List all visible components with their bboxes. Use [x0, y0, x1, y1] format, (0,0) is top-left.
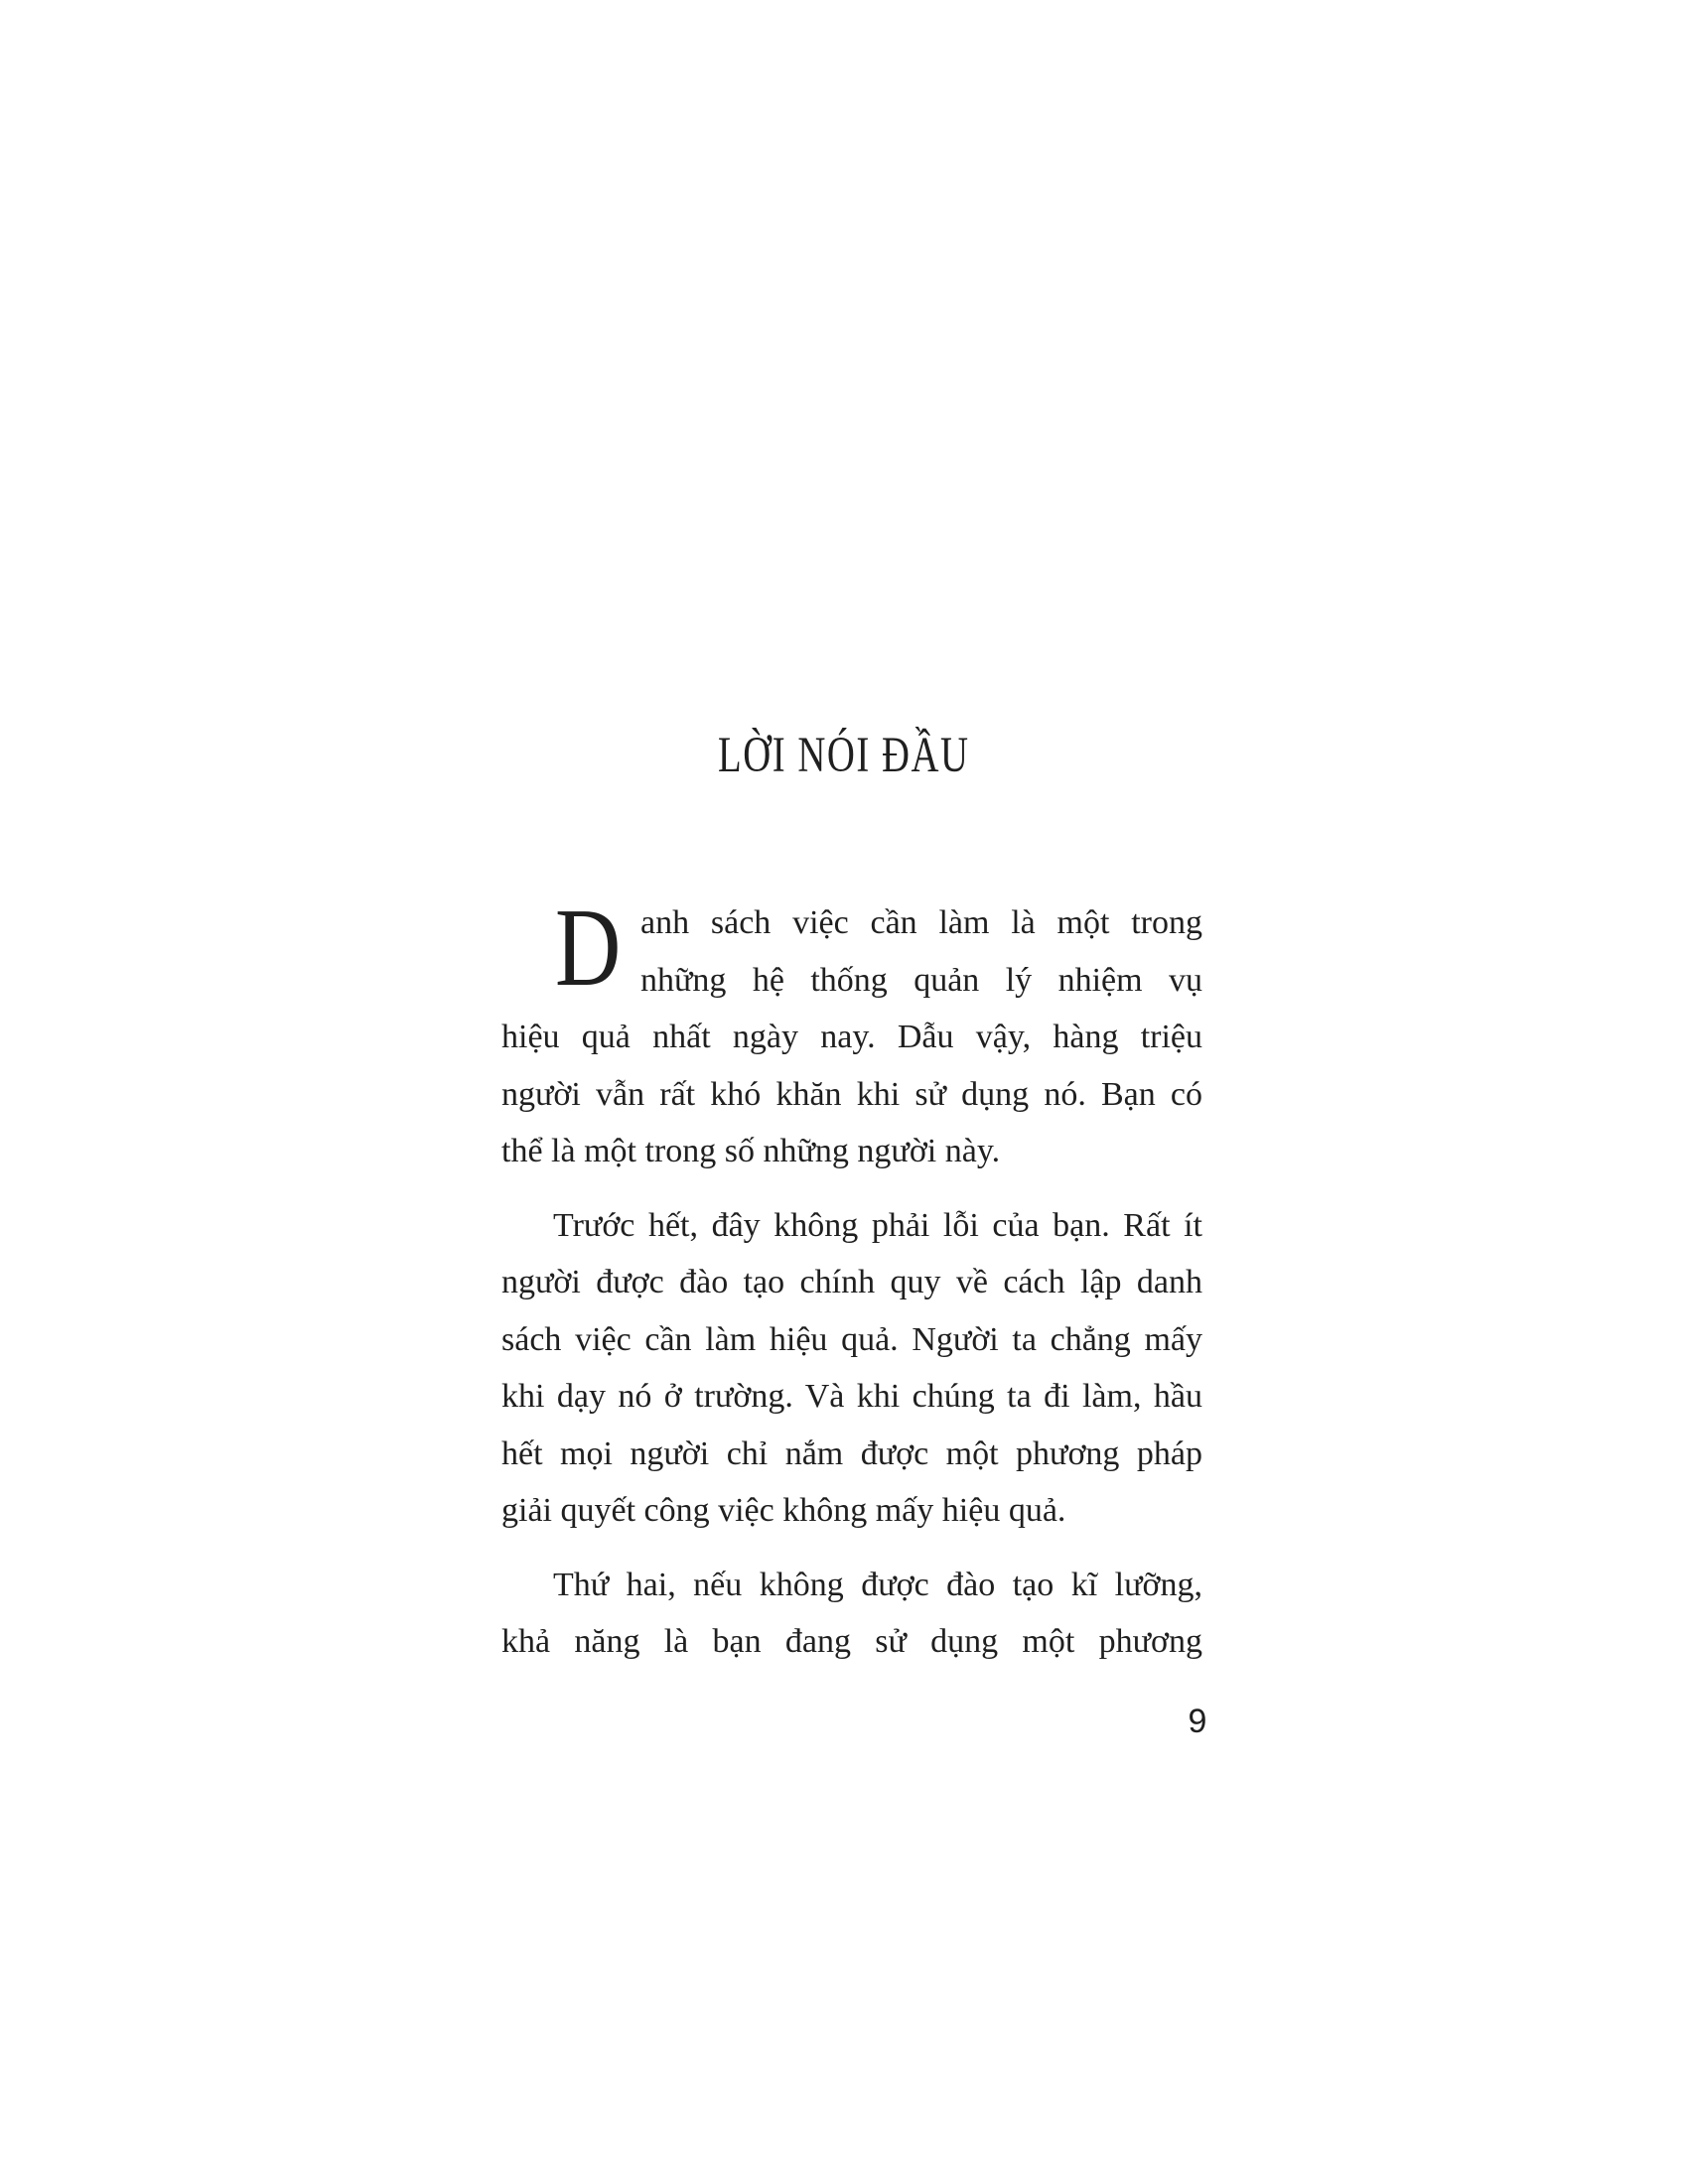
text-line: những hệ thống quản lý nhiệm vụ [640, 961, 1202, 999]
text-line: Thứ hai, nếu không được đào tạo kĩ lưỡng, [553, 1566, 1202, 1603]
text-line: khả năng là bạn đang sử dụng một phương [501, 1623, 1202, 1660]
text-block [501, 887, 1202, 1671]
text-line: người vẫn rất khó khăn khi sử dụng nó. Bạn có [501, 1075, 1202, 1113]
text-line: hết mọi người chỉ nắm được một phương pháp [501, 1434, 1202, 1472]
paragraph-2 [501, 1197, 1202, 1540]
text-line: giải quyết công việc không mấy hiệu quả. [501, 1492, 1066, 1529]
text-line: khi dạy nó ở trường. Và khi chúng ta đi làm, hầu [501, 1378, 1202, 1415]
paragraph-1 [501, 887, 1202, 1180]
text-line: hiệu quả nhất ngày nay. Dẫu vậy, hàng triệu [501, 1019, 1202, 1055]
drop-cap: D [555, 887, 622, 1010]
text-line: sách việc cần làm hiệu quả. Người ta chẳng mấy [501, 1320, 1202, 1358]
page-title [0, 728, 1688, 783]
text-line: anh sách việc cần làm là một trong [640, 904, 1202, 941]
text-line: thể là một trong số những người này. [501, 1133, 1001, 1169]
text-line: người được đào tạo chính quy về cách lập danh [501, 1264, 1202, 1300]
page-number: 9 [1188, 1703, 1207, 1740]
text-line: Trước hết, đây không phải lỗi của bạn. Rất ít [553, 1206, 1202, 1244]
paragraph-3 [501, 1557, 1202, 1671]
page-title-text: LỜI NÓI ĐẦU [718, 728, 970, 783]
